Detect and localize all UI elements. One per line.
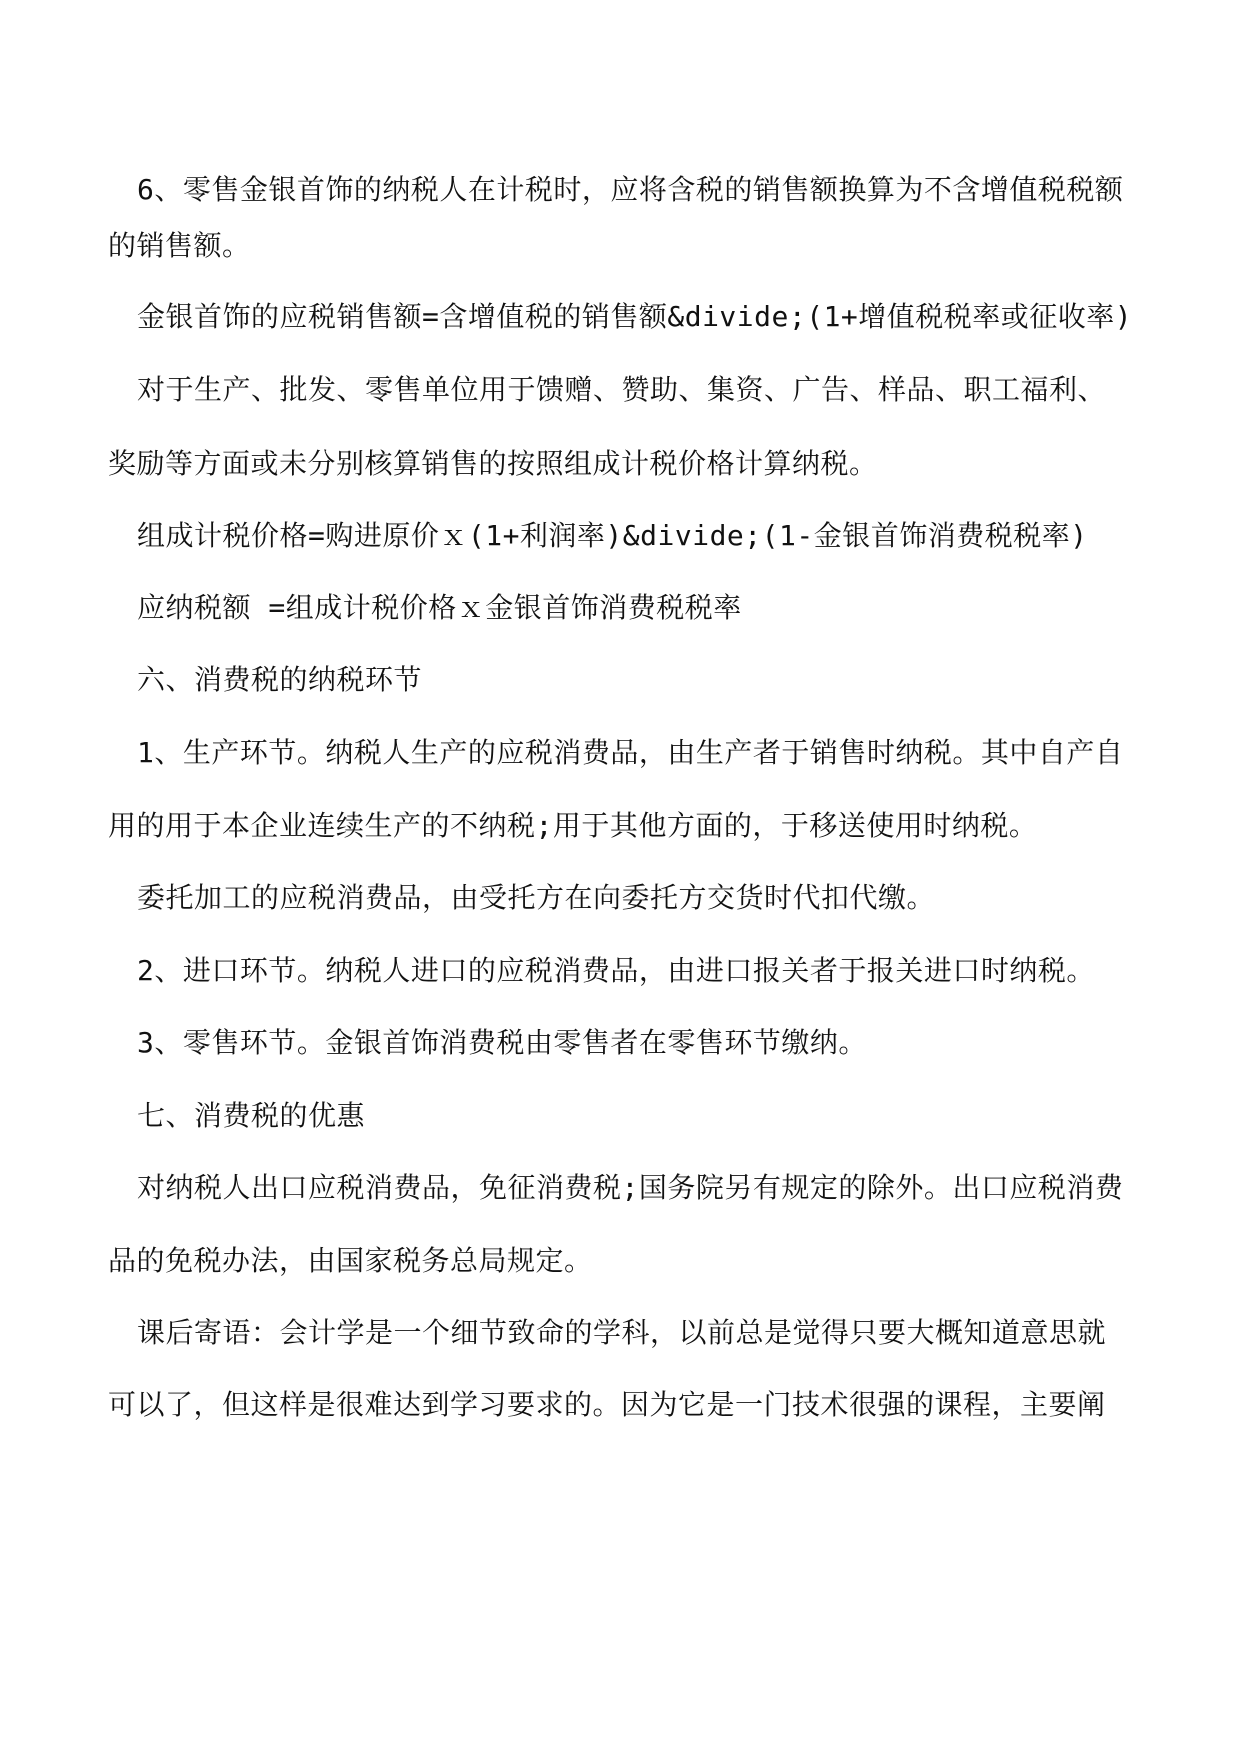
paragraph-3-line-1: 对于生产、批发、零售单位用于馈赠、赞助、集资、广告、样品、职工福利、 xyxy=(137,373,1107,406)
paragraph-1-line-1: 6、零售金银首饰的纳税人在计税时，应将含税的销售额换算为不含增值税税额 xyxy=(137,173,1124,206)
paragraph-4-line-1: 组成计税价格=购进原价ｘ(1+利润率)&divide;(1-金银首饰消费税税率) xyxy=(137,519,1088,552)
section-heading-7: 七、消费税的优惠 xyxy=(137,1099,366,1132)
paragraph-9-line-1: 2、进口环节。纳税人进口的应税消费品，由进口报关者于报关进口时纳税。 xyxy=(137,954,1095,987)
section-heading-6: 六、消费税的纳税环节 xyxy=(137,663,423,696)
paragraph-5-line-1: 应纳税额 =组成计税价格ｘ金银首饰消费税税率 xyxy=(137,591,742,624)
paragraph-7-line-2: 用的用于本企业连续生产的不纳税;用于其他方面的，于移送使用时纳税。 xyxy=(108,809,1038,842)
paragraph-2-line-1: 金银首饰的应税销售额=含增值税的销售额&divide;(1+增值税税率或征收率) xyxy=(137,300,1133,333)
paragraph-12-line-1: 对纳税人出口应税消费品，免征消费税;国务院另有规定的除外。出口应税消费 xyxy=(137,1171,1124,1204)
paragraph-12-line-2: 品的免税办法，由国家税务总局规定。 xyxy=(108,1244,593,1277)
paragraph-7-line-1: 1、生产环节。纳税人生产的应税消费品，由生产者于销售时纳税。其中自产自 xyxy=(137,736,1124,769)
paragraph-1-line-2: 的销售额。 xyxy=(108,229,251,262)
paragraph-13-line-1: 课后寄语：会计学是一个细节致命的学科，以前总是觉得只要大概知道意思就 xyxy=(137,1316,1107,1349)
paragraph-8-line-1: 委托加工的应税消费品，由受托方在向委托方交货时代扣代缴。 xyxy=(137,881,936,914)
paragraph-13-line-2: 可以了，但这样是很难达到学习要求的。因为它是一门技术很强的课程，主要阐 xyxy=(108,1388,1106,1421)
paragraph-10-line-1: 3、零售环节。金银首饰消费税由零售者在零售环节缴纳。 xyxy=(137,1026,867,1059)
paragraph-3-line-2: 奖励等方面或未分别核算销售的按照组成计税价格计算纳税。 xyxy=(108,447,878,480)
